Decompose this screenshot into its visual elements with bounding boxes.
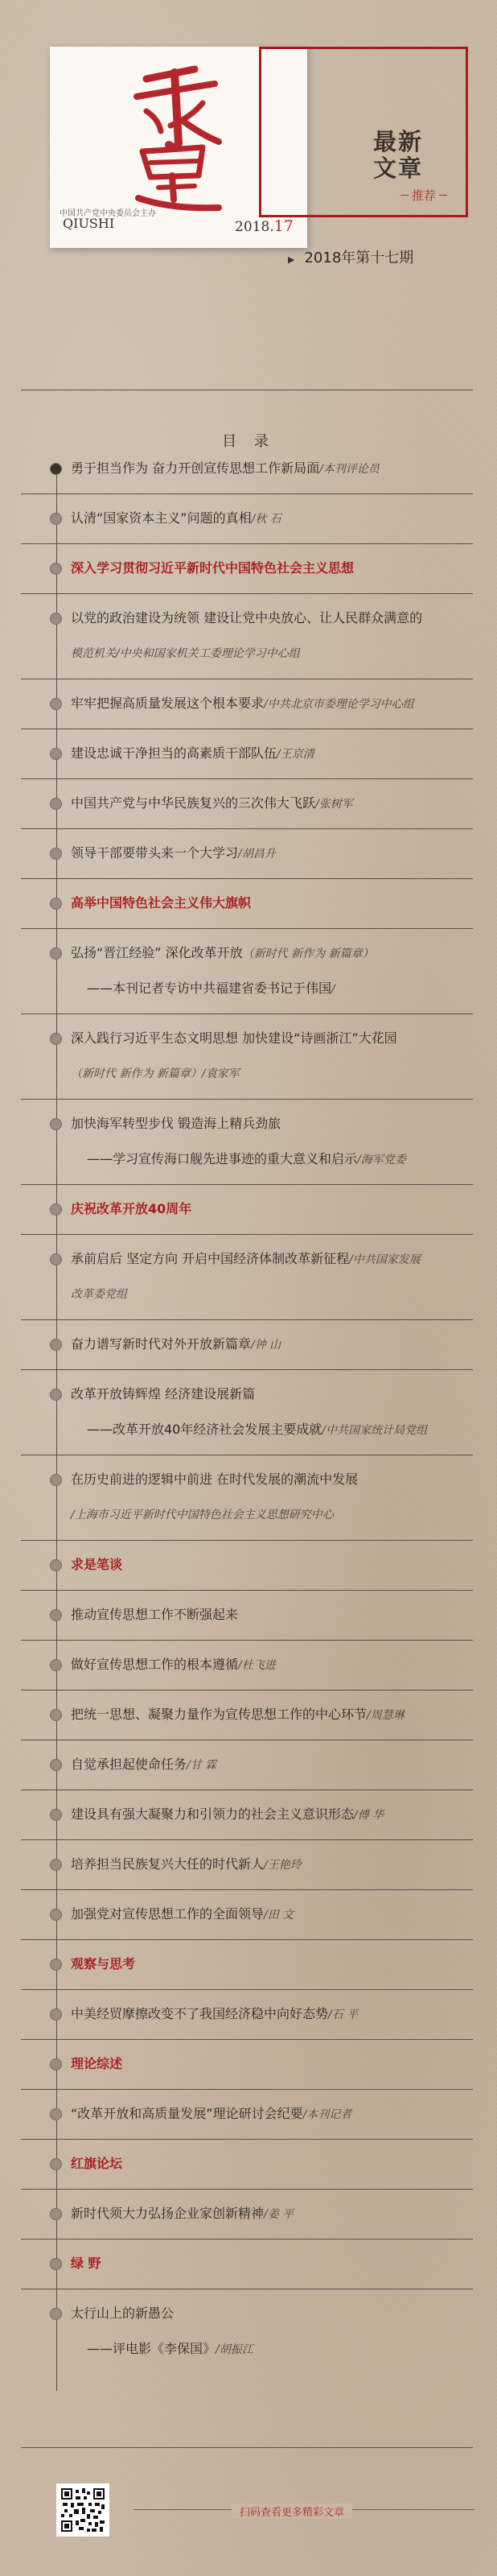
toc-item-author: /张树军 — [315, 798, 353, 811]
toc-item[interactable] — [71, 2304, 174, 2324]
newest-label: 最新 — [373, 128, 424, 155]
bullet-dot-icon — [50, 2058, 62, 2070]
toc-divider — [21, 1540, 473, 1541]
toc-item-title: ——本刊记者专访中共福建省委书记于伟国 — [87, 980, 332, 996]
toc-item-author: /甘 霖 — [187, 1759, 217, 1772]
toc-divider — [21, 1319, 473, 1320]
toc-item[interactable] — [71, 1605, 238, 1625]
toc-item-title: 加强党对宣传思想工作的全面领导 — [71, 1906, 265, 1922]
toc-item[interactable] — [71, 744, 314, 764]
issue-number: 17 — [273, 217, 294, 235]
toc-item-author: /王艳玲 — [264, 1859, 302, 1872]
toc-divider — [21, 1640, 473, 1641]
toc-item-continuation[interactable] — [71, 1064, 240, 1084]
section-heading — [71, 2154, 122, 2174]
toc-divider — [21, 1234, 473, 1235]
toc-item-title: 认清“国家资本主义”问题的真相 — [71, 510, 252, 526]
toc-item-author: /杜飞进 — [238, 1659, 276, 1672]
toc-item[interactable] — [71, 694, 414, 714]
section-heading — [71, 1955, 135, 1974]
section-heading — [71, 2054, 122, 2074]
toc-item[interactable] — [71, 1470, 358, 1490]
bullet-dot-icon — [50, 698, 62, 710]
toc-item-title: 以党的政治建设为统领 建设让党中央放心、让人民群众满意的 — [71, 610, 423, 625]
toc-item-author: /中共北京市委理论学习中心组 — [264, 698, 414, 711]
section-title: 红旗论坛 — [71, 2156, 123, 2171]
toc-item-title: 把统一思想、凝聚力量作为宣传思想工作的中心环节 — [71, 1707, 368, 1722]
issue-label — [288, 246, 413, 267]
toc-item-author: /胡昌升 — [238, 848, 276, 861]
bullet-dot-icon — [50, 563, 62, 575]
toc-item[interactable] — [71, 2104, 351, 2124]
magazine-subtitle: 中国共产党中央委员会主办 — [60, 209, 156, 218]
toc-item[interactable] — [71, 794, 353, 814]
section-title: 求是笔谈 — [71, 1557, 123, 1572]
toc-item[interactable] — [71, 1029, 397, 1049]
toc-item[interactable] — [71, 1249, 421, 1269]
toc-item-continuation[interactable] — [87, 1150, 406, 1170]
toc-item-author: /周慧琳 — [367, 1709, 405, 1722]
articles-label: 文章 — [373, 155, 424, 182]
bullet-dot-icon — [50, 1759, 62, 1771]
toc-item-author: / — [331, 983, 335, 996]
bullet-dot-icon — [50, 798, 62, 810]
bullet-dot-icon — [50, 2008, 62, 2021]
magazine-issue-date — [235, 217, 294, 235]
toc-divider — [21, 778, 473, 779]
toc-item-title: 承前启后 坚定方向 开启中国经济体制改革新征程 — [71, 1251, 350, 1266]
bullet-dot-icon — [50, 848, 62, 860]
section-title: 观察与思考 — [71, 1956, 136, 1971]
toc-divider — [21, 878, 473, 879]
toc-item-author: /中央和国家机关工委理论学习中心组 — [116, 647, 300, 660]
toc-item-author: /袁家军 — [201, 1067, 240, 1080]
toc-divider — [21, 1839, 473, 1840]
toc-divider — [21, 2089, 473, 2090]
toc-item-author: /中共国家统计局党组 — [322, 1424, 428, 1437]
toc-divider — [21, 1939, 473, 1940]
qr-code-icon — [60, 2487, 106, 2533]
toc-item-title: （新时代 新作为 新篇章） — [71, 1067, 202, 1080]
toc-divider — [21, 1889, 473, 1890]
toc-item-author: （新时代 新作为 新篇章） — [242, 947, 374, 960]
toc-item-title: 太行山上的新愚公 — [71, 2306, 175, 2321]
toc-item-title: 勇于担当作为 奋力开创宣传思想工作新局面 — [71, 460, 320, 476]
toc-divider — [21, 1369, 473, 1370]
bullet-dot-icon — [50, 748, 62, 760]
toc-item-title: ——学习宣传海口舰先进事迹的重大意义和启示 — [87, 1151, 358, 1166]
section-heading — [71, 1199, 191, 1219]
toc-item-title: /上海市习近平新时代中国特色社会主义思想研究中心 — [71, 1509, 334, 1521]
bullet-dot-icon — [50, 1033, 62, 1045]
bullet-dot-icon — [50, 947, 62, 960]
toc-item[interactable] — [71, 844, 276, 864]
bullet-dot-icon — [50, 1118, 62, 1130]
toc-divider — [21, 1013, 473, 1014]
toc-item-author: /石 平 — [328, 2008, 359, 2021]
bullet-dot-icon — [50, 1609, 62, 1621]
toc-item-author: /中共国家发展 — [349, 1253, 421, 1266]
section-title: 高举中国特色社会主义伟大旗帜 — [71, 895, 252, 910]
section-heading — [71, 894, 251, 913]
toc-item-title: 在历史前进的逻辑中前进 在时代发展的潮流中发展 — [71, 1472, 359, 1487]
toc-item-continuation[interactable] — [71, 1285, 127, 1304]
toc-item-author: /王京清 — [277, 748, 314, 761]
bullet-dot-icon — [50, 1859, 62, 1871]
toc-item[interactable] — [71, 509, 281, 529]
bullet-dot-icon — [50, 1339, 62, 1351]
bullet-dot-icon — [50, 1203, 62, 1216]
section-title: 理论综述 — [71, 2056, 123, 2071]
bullet-dot-icon — [50, 1253, 62, 1265]
toc-item-title: 建设具有强大凝聚力和引领力的社会主义意识形态 — [71, 1806, 355, 1822]
bullet-dot-icon — [50, 1709, 62, 1721]
toc-item-title: 弘扬“晋江经验” 深化改革开放 — [71, 945, 243, 960]
qiushi-logo-calligraphy — [114, 55, 235, 216]
toc-item-title: 牢牢把握高质量发展这个根本要求 — [71, 696, 265, 711]
bullet-dot-icon — [50, 1389, 62, 1401]
toc-item-title: 中国共产党与中华民族复兴的三次伟大飞跃 — [71, 795, 316, 811]
toc-item-title: “改革开放和高质量发展”理论研讨会纪要 — [71, 2106, 303, 2121]
toc-item-continuation[interactable] — [71, 1505, 334, 1525]
section-heading — [71, 2254, 101, 2273]
toc-item-author: /海军党委 — [357, 1154, 406, 1166]
triangle-icon: ▶ — [288, 254, 295, 265]
toc-divider — [21, 493, 473, 494]
toc-item-title: 领导干部要带头来一个大学习 — [71, 845, 239, 861]
bullet-dot-icon — [50, 513, 62, 525]
toc-item-author: /本刊评论员 — [319, 463, 380, 476]
toc-item-title: 改革开放铸辉煌 经济建设展新篇 — [71, 1386, 256, 1402]
footer-text: 扫码查看更多精彩文章 — [232, 2504, 352, 2519]
toc-item[interactable] — [71, 1655, 276, 1675]
toc-divider — [21, 1099, 473, 1100]
toc-item[interactable] — [71, 1905, 294, 1925]
toc-divider — [21, 2189, 473, 2190]
toc-item[interactable] — [71, 2204, 294, 2224]
bullet-dot-icon — [50, 2108, 62, 2120]
recommend-label: 推荐 — [412, 188, 437, 203]
bullet-dot-icon — [50, 898, 62, 910]
toc-item[interactable] — [71, 1855, 302, 1875]
toc-divider — [21, 828, 473, 829]
toc-divider — [21, 2039, 473, 2040]
toc-item-author: /姜 平 — [264, 2208, 294, 2221]
toc-divider — [21, 1590, 473, 1591]
bullet-dot-icon — [50, 1559, 62, 1571]
toc-item-title: 培养担当民族复兴大任的时代新人 — [71, 1856, 265, 1872]
bullet-dot-icon — [50, 2308, 62, 2320]
section-title: 庆祝改革开放40周年 — [71, 1201, 192, 1216]
section-heading — [71, 1555, 122, 1575]
toc-item[interactable] — [71, 1755, 216, 1775]
bullet-dot-icon — [50, 463, 62, 475]
toc-item[interactable] — [71, 1805, 384, 1825]
divider — [21, 2447, 473, 2448]
toc-item[interactable] — [71, 1335, 281, 1355]
toc-item-title: 推动宣传思想工作不断强起来 — [71, 1607, 239, 1622]
bullet-dot-icon — [50, 1474, 62, 1486]
toc-item[interactable] — [71, 609, 422, 629]
toc-item-author: /田 文 — [264, 1909, 294, 1922]
bullet-dot-icon — [50, 1909, 62, 1921]
toc-item-author: /钟 山 — [251, 1339, 281, 1352]
newest-articles-heading — [373, 129, 423, 182]
toc-divider — [21, 928, 473, 929]
bullet-dot-icon — [50, 613, 62, 625]
toc-item[interactable] — [71, 943, 374, 964]
section-title: 绿 野 — [71, 2256, 101, 2271]
toc-item[interactable] — [71, 1385, 255, 1405]
toc-item[interactable] — [71, 2004, 358, 2025]
year: 2018. — [235, 219, 274, 235]
toc-item[interactable] — [71, 1114, 281, 1134]
bullet-dot-icon — [50, 1659, 62, 1671]
issue-label-text: 2018年第十七期 — [304, 250, 414, 266]
qr-code[interactable] — [56, 2483, 109, 2537]
toc-item-author: /本刊记者 — [302, 2108, 352, 2121]
toc-divider — [21, 593, 473, 594]
toc-item-author: /傅 华 — [354, 1809, 384, 1822]
bullet-dot-icon — [50, 2208, 62, 2220]
toc-item-title: 奋力谱写新时代对外开放新篇章 — [71, 1336, 252, 1352]
toc-item[interactable] — [71, 1705, 405, 1725]
bullet-dot-icon — [50, 2158, 62, 2170]
toc-item-title: 加快海军转型步伐 锻造海上精兵劲旅 — [71, 1116, 281, 1131]
toc-item-author: /胡振江 — [216, 2343, 253, 2356]
section-title: 深入学习贯彻习近平新时代中国特色社会主义思想 — [71, 560, 355, 576]
toc-divider — [21, 543, 473, 544]
toc-item-title: ——评电影《李保国》 — [87, 2341, 216, 2356]
toc-item-title: 深入践行习近平生态文明思想 加快建设“诗画浙江”大花园 — [71, 1030, 397, 1046]
toc-item-title: ——改革开放40年经济社会发展主要成就 — [87, 1422, 322, 1437]
toc-title: 目 录 — [222, 433, 275, 450]
toc-item-continuation[interactable] — [71, 644, 300, 663]
toc-divider — [21, 1989, 473, 1990]
toc-item-title: 模范机关 — [71, 647, 116, 660]
red-frame — [259, 47, 468, 217]
toc-item-title: 做好宣传思想工作的根本遵循 — [71, 1657, 239, 1672]
toc-item-title: 建设忠诚干净担当的高素质干部队伍 — [71, 745, 277, 761]
toc-item-author: /秋 石 — [251, 513, 281, 526]
toc-item[interactable] — [71, 459, 380, 479]
toc-item-title: 自觉承担起使命任务 — [71, 1757, 187, 1772]
toc-item-continuation[interactable] — [87, 979, 335, 999]
bullet-dot-icon — [50, 1959, 62, 1971]
toc-divider — [21, 1184, 473, 1185]
qiushi-wordmark: QIUSHI — [63, 216, 115, 231]
toc-divider — [21, 2139, 473, 2140]
bullet-dot-icon — [50, 2258, 62, 2270]
toc-item-title: 改革委党组 — [71, 1288, 127, 1301]
section-heading — [71, 559, 354, 578]
toc-item-title: 新时代须大力弘扬企业家创新精神 — [71, 2206, 265, 2221]
toc-item-continuation[interactable] — [87, 2339, 253, 2359]
toc-divider — [21, 2239, 473, 2240]
toc-item-title: 中美经贸摩擦改变不了我国经济稳中向好态势 — [71, 2006, 329, 2021]
toc-item-continuation[interactable] — [87, 1420, 427, 1440]
bullet-dot-icon — [50, 1809, 62, 1821]
